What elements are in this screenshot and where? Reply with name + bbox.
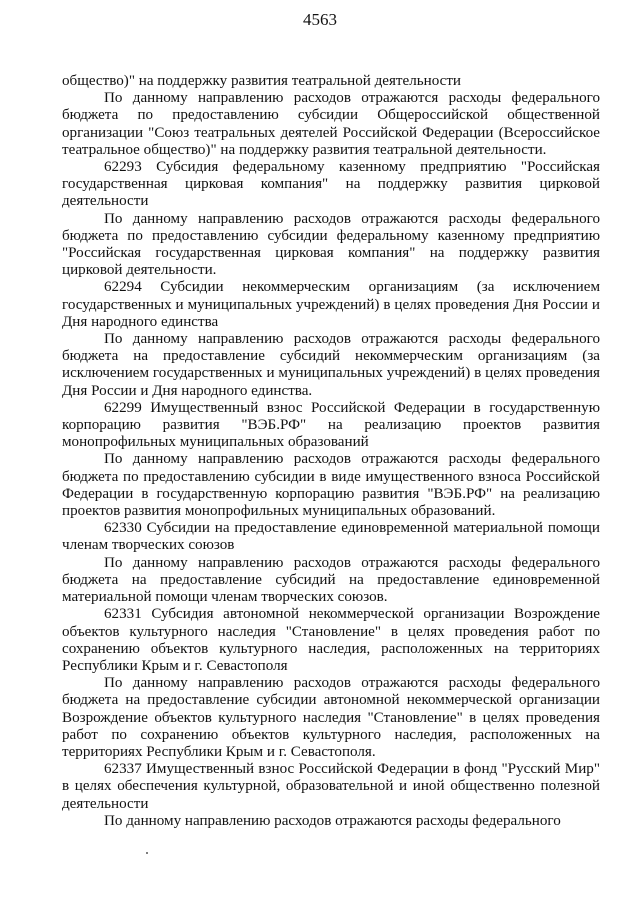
paragraph-description: По данному направлению расходов отражаются расходы федерального бюджета на предоставление субсидий на предоставление единовременной материальной помощи членам творческих союзов. [62, 554, 600, 606]
paragraph-code-62293: 62293 Субсидия федеральному казенному предприятию "Российская государственная цирковая компания" на поддержку развития цирковой деятельности [62, 159, 600, 210]
paragraph-code-62294: 62294 Субсидии некоммерческим организациям (за исключением государственных и муниципальных учреждений) в целях проведения Дня России и Дня народного единства [62, 279, 600, 330]
paragraph-continuation: общество)" на поддержку развития театральной деятельности [62, 73, 462, 89]
paragraph-description: По данному направлению расходов отражаются расходы федерального бюджета по предоставлению субсидии в виде имущественного взноса Российской Федерации в государственную корпорацию развития "ВЭБ.РФ" на реализацию проектов развития монопрофильных муниципальных образований. [62, 451, 600, 520]
paragraph-code-62331: 62331 Субсидия автономной некоммерческой организации Возрождение объектов культурного наследия "Становление" в целях проведения работ по сохранению объектов культурного наследия, расположенных на территориях Республики Крым и г. Севастополя [62, 606, 600, 674]
paragraph-description: По данному направлению расходов отражаются расходы федерального бюджета на предоставление субсидии автономной некоммерческой организации Возрождение объектов культурного наследия "Становление" в целях проведения работ по сохранению объектов культурного наследия, расположенных на территориях Республики Крым и г. Севастополя. [62, 675, 600, 760]
paragraph-code-62299: 62299 Имущественный взнос Российской Федерации в государственную корпорацию развития "ВЭБ.РФ" на реализацию проектов развития монопрофильных муниципальных образований [62, 399, 600, 451]
document-body [62, 73, 600, 830]
paragraph-description: По данному направлению расходов отражаются расходы федерального бюджета по предоставлению субсидии федеральному казенному предприятию "Российская государственная цирковая компания" на поддержку развития цирковой деятельности. [62, 210, 600, 279]
page-number: 4563 [303, 10, 337, 29]
paragraph-description: По данному направлению расходов отражаются расходы федерального [104, 812, 561, 829]
scan-speck [146, 852, 148, 854]
paragraph-description: По данному направлению расходов отражаются расходы федерального бюджета по предоставлению субсидии Общероссийской общественной организации "Союз театральных деятелей Российской Федерации (Всероссийское театральное общество)" на поддержку развития театральной деятельности. [62, 90, 600, 158]
paragraph-code-62330: 62330 Субсидии на предоставление единовременной материальной помощи членам творческих союзов [62, 520, 600, 554]
paragraph-description: По данному направлению расходов отражаются расходы федерального бюджета на предоставление субсидий некоммерческим организациям (за исключением государственных и муниципальных учреждений) в целях проведения Дня России и Дня народного единства. [62, 331, 600, 399]
paragraph-code-62337: 62337 Имущественный взнос Российской Федерации в фонд "Русский Мир" в целях обеспечения культурной, образовательной и иной общественно полезной деятельности [62, 761, 600, 812]
